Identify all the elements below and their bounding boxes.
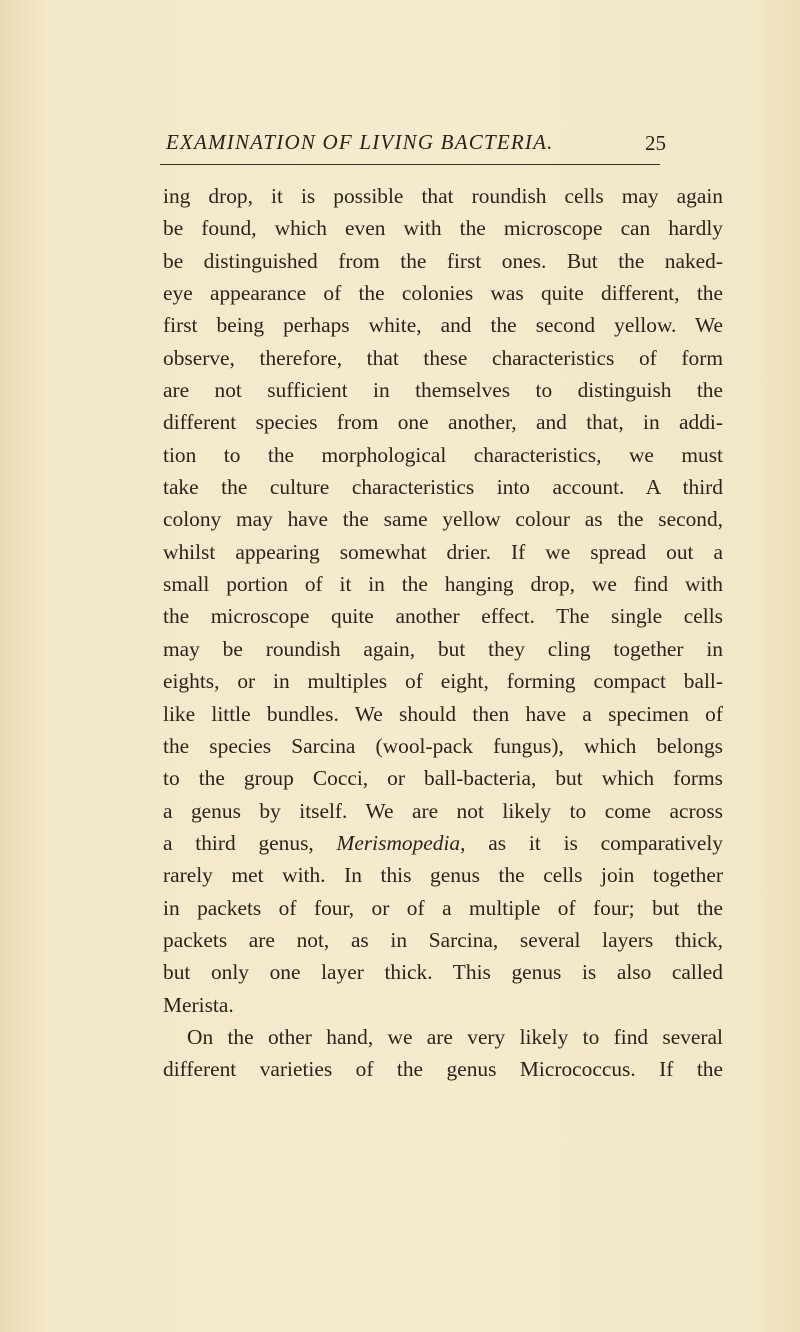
page-number: 25: [645, 131, 666, 155]
text-line: like little bundles. We should then have a specimen of: [163, 701, 723, 726]
text-line: may be roundish again, but they cling together in: [163, 636, 723, 661]
text-line: different varieties of the genus Micrococcus. If the: [163, 1057, 723, 1082]
text-line-with-italic: [163, 827, 723, 859]
italic-genus-name: Merismopedia,: [336, 830, 466, 855]
paragraph-end-line: Merista.: [163, 992, 234, 1017]
text-line: in packets of four, or of a multiple of four; but the: [163, 895, 723, 920]
text-line: first being perhaps white, and the second yellow. We: [163, 313, 723, 338]
text-line: be found, which even with the microscope can hardly: [163, 216, 723, 241]
text-line: are not sufficient in themselves to distinguish the: [163, 378, 723, 403]
text-line: different species from one another, and that, in addi-: [163, 410, 723, 435]
text-line: to the group Cocci, or ball-bacteria, but which forms: [163, 766, 723, 791]
text-line: eights, or in multiples of eight, forming compact ball-: [163, 669, 723, 694]
text-line: tion to the morphological characteristics, we must: [163, 442, 723, 467]
text-line: observe, therefore, that these characteristics of form: [163, 345, 723, 370]
text-line: be distinguished from the first ones. But the naked-: [163, 248, 723, 273]
paragraph-start-line: On the other hand, we are very likely to find several: [187, 1024, 723, 1049]
text-line: eye appearance of the colonies was quite different, the: [163, 281, 723, 306]
text-line: colony may have the same yellow colour as the second,: [163, 507, 723, 532]
text-line: but only one layer thick. This genus is also called: [163, 960, 723, 985]
text-line: rarely met with. In this genus the cells join together: [163, 863, 723, 888]
text-line: the species Sarcina (wool-pack fungus), which belongs: [163, 733, 723, 758]
running-title: EXAMINATION OF LIVING BACTERIA.: [166, 130, 554, 154]
text-line: a genus by itself. We are not likely to come across: [163, 798, 723, 823]
page-header: [160, 130, 666, 165]
body-text: [163, 180, 723, 1086]
text-line: packets are not, as in Sarcina, several layers thick,: [163, 927, 723, 952]
text-run: as it is comparatively: [465, 830, 723, 855]
text-run: a third genus,: [163, 830, 337, 855]
text-line: small portion of it in the hanging drop, we find with: [163, 572, 723, 597]
text-line: ing drop, it is possible that roundish cells may again: [163, 184, 723, 208]
text-line: the microscope quite another effect. The single cells: [163, 604, 723, 629]
text-line: whilst appearing somewhat drier. If we spread out a: [163, 539, 723, 564]
text-line: take the culture characteristics into account. A third: [163, 475, 723, 500]
